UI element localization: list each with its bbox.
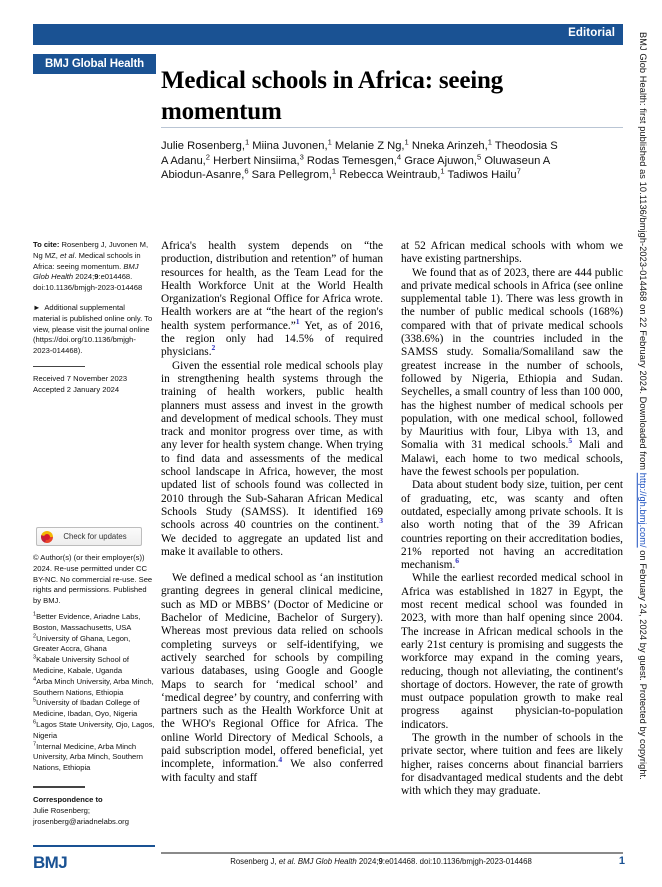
affiliation-item: $^1$Better Evidence, Ariadne Labs, Boston, Massachusetts, USA	[33, 611, 141, 632]
page-number: 1	[618, 855, 625, 867]
bmj-logo-divider	[33, 845, 155, 847]
copyright-notice	[33, 553, 153, 615]
accepted-date: Accepted 2 January 2024	[33, 385, 120, 395]
crossmark-icon	[41, 531, 53, 543]
footer-citation: Rosenberg J, et al. BMJ Glob Health 2024;9:e014468. doi:10.1136/bmjgh-2023-014468	[230, 857, 532, 866]
footer-divider	[161, 852, 623, 854]
journal-badge: BMJ Global Health	[33, 54, 156, 74]
citation-note: To cite: Rosenberg J, Juvonen M, Ng MZ, et al. Medical schools in Africa: seeing momentum. BMJ Glob Health 2024;9:e014468. doi:10.1136/bmjgh-2023-014468	[33, 240, 149, 293]
affiliation-item: $^2$University of Ghana, Legon, Greater Accra, Ghana	[33, 633, 131, 654]
body-column-right: at 52 African medical schools with whom we have existing partnerships. We found that as of 2023, there are 444 public and private medical schools in Africa (see online supplemental table 1). There was less growth in the number of public medical schools (168%) compared with that of private medical schools (338.6%) in the countries included in the SAMSS study. Somalia/Somaliland saw the greatest increase in the number of schools, followed by Nigeria, Ethiopia and Sudan. Seychelles, a small country of less than 100 000, has the highest number of medical schools per population, with one medical school, followed by Mauritius with four, Libya with 13, and Somalia with 31 medical schools.$^5$ Mali and Malawi, each home to two medical schools, have the fewest schools per population. Data about student body size, tuition, per cent of graduating, etc, was scanty and often outdated, especially among private schools. It is also worth noting that of the 39 African countries reporting on their accreditation bodies, 21% reported not having an accreditation mechanism.$^6$ While the earliest recorded medical school in Africa was established in 1827 in Egypt, the most recent medical school was founded in 2023, with more than half opening since 2004. The increase in African medical schools in the early 21st century is promising and suggests the workforce may expand in the coming years, reducing, though not alleviating, the continent's shortage of doctors. However, the rate of growth must outpace population growth to make real progress against physician-to-population indicators. The growth in the number of schools in the private sector, where tuition and fees are likely higher, raises concerns about financial barriers for disadvantaged medical students and the debt with which they may graduate.	[401, 240, 623, 798]
check-for-updates-label: Check for updates	[63, 532, 127, 541]
title-divider	[161, 127, 623, 128]
copyright-text: © Author(s) (or their employer(s)) 2024. Re-use permitted under CC BY-NC. No commercial re-use. See rights and permissions. Published by BMJ.	[33, 553, 153, 606]
publication-watermark: BMJ Glob Health: first published as 10.1136/bmjgh-2023-014468 on 22 February 2024. Downloaded from http://gh.bmj.com/ on February 24, 2024 by guest. Protected by copyright.	[638, 32, 648, 780]
affiliation-item: $^5$University of Ibadan College of Medicine, Ibadan, Oyo, Nigeria	[33, 697, 140, 719]
correspondence-block: Correspondence to Julie Rosenberg; jrosenberg@ariadnelabs.org	[33, 795, 129, 826]
sidebar-divider	[33, 366, 85, 368]
author-list: Julie Rosenberg,$^1$ Miina Juvonen,$^1$ Melanie Z Ng,$^1$ Nneka Arinzeh,$^1$ Theodosia S A Adanu,$^2$ Herbert Ninsiima,$^3$ Rodas Temesgen,$^4$ Grace Ajuwon,$^5$ Oluwaseun A Abiodun-Asanre,$^6$ Sara Pellegrom,$^1$ Rebecca Weintraub,$^1$ Tadiwos Hailu$^7$	[161, 137, 558, 182]
affiliation-item: $^6$Lagos State University, Ojo, Lagos, Nigeria	[33, 719, 155, 740]
check-for-updates-button[interactable]	[36, 527, 142, 546]
affiliation-list	[33, 612, 155, 774]
article-sidebar	[33, 240, 153, 396]
section-label: Editorial	[568, 27, 615, 39]
affiliation-item: $^7$Internal Medicine, Arba Minch University, Arba Minch, Southern Nations, Ethiopia	[33, 741, 144, 773]
affiliation-item: $^3$Kabale University School of Medicine, Kabale, Uganda	[33, 654, 129, 675]
supplemental-note: ► Additional supplemental material is published online only. To view, please visit the journal online (https://doi.org/10.1136/bmjgh-2023-014468).	[33, 302, 153, 356]
body-column-left: Africa's health system depends on “the production, distribution and retention” of human resources for health, as the Team Lead for the Health Workforce Unit at the World Health Organization's Regional Office for Africa wrote. Health workers are at “the heart of the region's health system performance.”$^1$ Yet, as of 2016, the region only had 14.5% of required physicians.$^2$ Given the essential role medical schools play in strengthening health systems through the training of health workers, public health planners must assess and invest in the growth and development of medical schools. They must track and monitor progress over time, as with any lever for health system change. When trying to find data and assessments of the medical school landscape in Africa, however, the most updated list of schools found was collected in 2010 through the Sub-Saharan African Medical Schools Study (SAMSS). It identified 169 schools across 40 countries on the continent.$^3$ We decided to aggregate an updated list and make it available to others. We defined a medical school as ‘an institution granting degrees in general clinical medicine, such as MD or MBBS’ (Doctor of Medicine or Bachelor of Medicine, Bachelor of Surgery). Whereas most previous data relied on schools completing surveys or self-identifying, we actively searched for schools by compiling various databases, using Google and Google Maps to search for ‘medical school’ and ‘medical degree’ by country, and conferring with partners such as the Health Workforce Unit at the WHO's Regional Office for Africa. The online World Directory of Medical Schools, a paid subscription model, offered beneficial, yet incomplete, information.$^4$ We also conferred with faculty and staff	[161, 240, 384, 784]
received-date: Received 7 November 2023	[33, 374, 128, 384]
page-title: Medical schools in Africa: seeing momentum	[161, 66, 503, 125]
affiliation-item: $^4$Arba Minch University, Arba Minch, Southern Nations, Ethiopia	[33, 676, 154, 697]
editorial-banner	[33, 24, 623, 45]
correspondence-divider	[33, 786, 85, 788]
bmj-logo: BMJ	[33, 853, 68, 872]
